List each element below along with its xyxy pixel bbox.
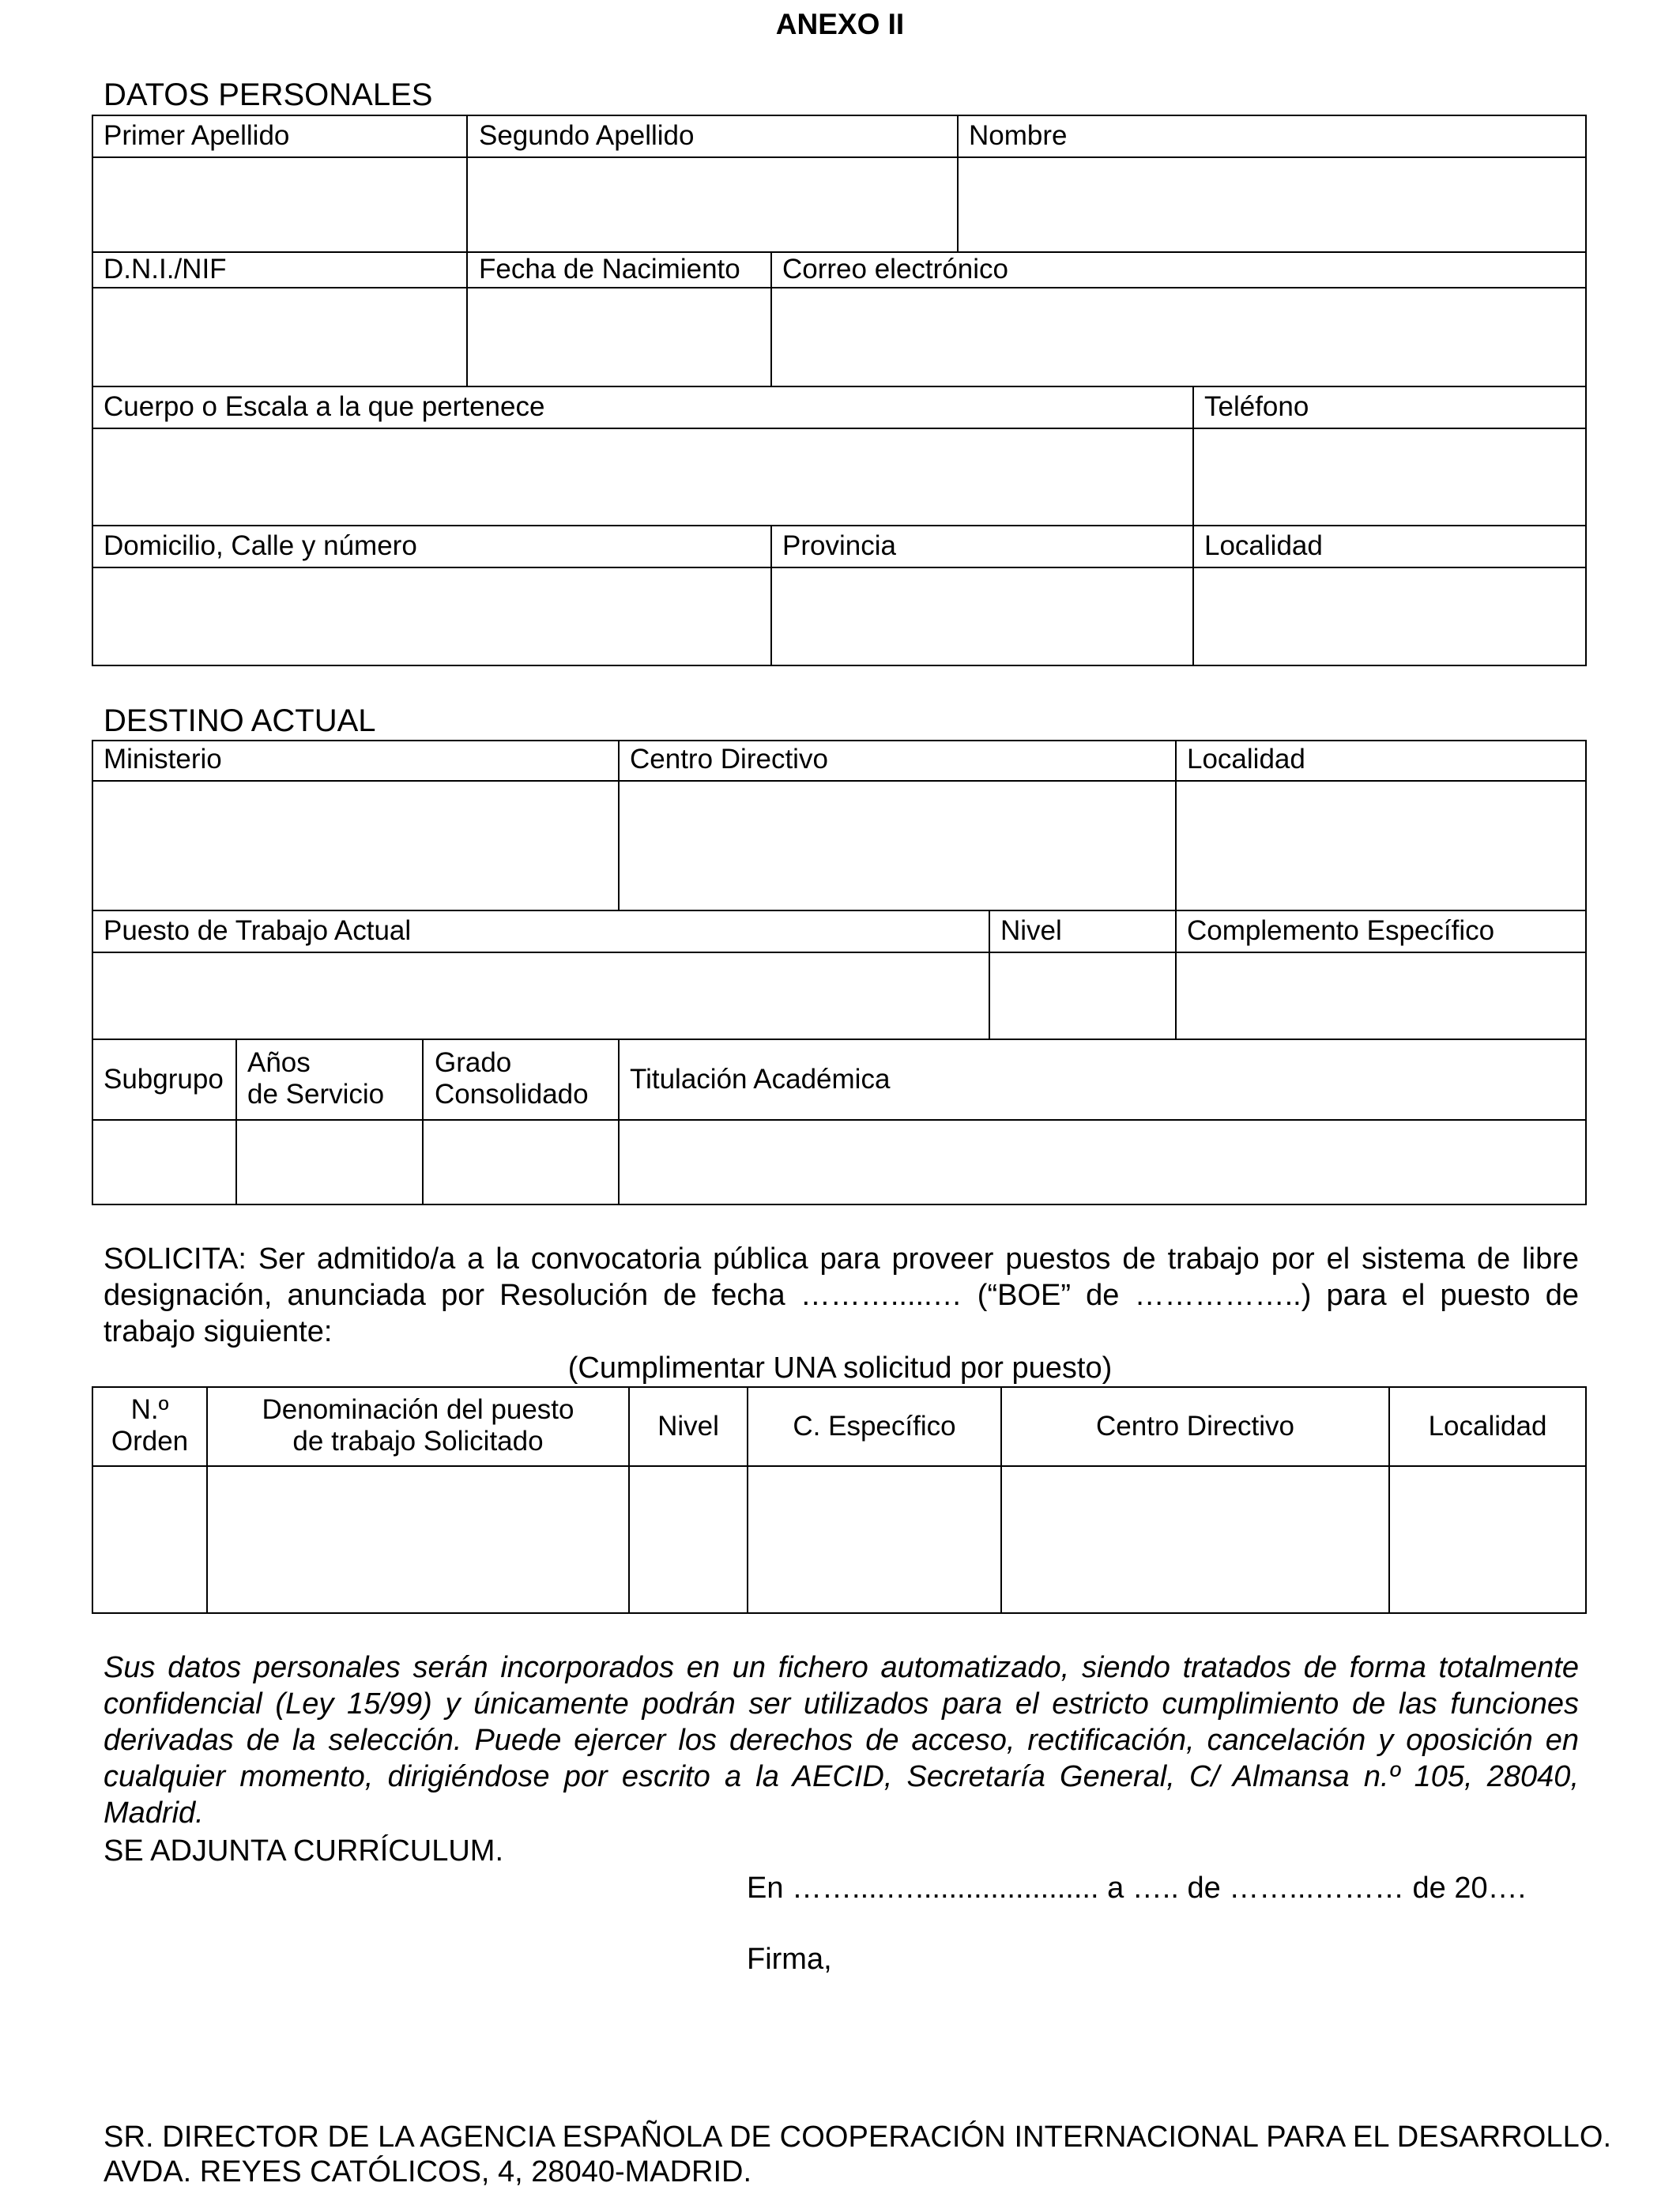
- nombre-field[interactable]: [959, 158, 1585, 251]
- localidad-cell[interactable]: [1390, 1467, 1585, 1612]
- correo-field[interactable]: [772, 288, 1585, 386]
- adjunta-curriculum: SE ADJUNTA CURRÍCULUM.: [104, 1834, 504, 1868]
- label-nombre: Nombre: [969, 120, 1068, 151]
- grado-consolidado-field[interactable]: [424, 1121, 618, 1204]
- label-ministerio: Ministerio: [104, 744, 222, 775]
- label-provincia: Provincia: [782, 530, 896, 561]
- document-title: ANEXO II: [775, 8, 905, 40]
- dni-field[interactable]: [93, 288, 466, 386]
- puesto-actual-field[interactable]: [93, 953, 989, 1039]
- footer-line-2: AVDA. REYES CATÓLICOS, 4, 28040-MADRID.: [104, 2155, 752, 2188]
- label-grado-consolidado: Grado Consolidado: [435, 1047, 589, 1110]
- label-titulacion: Titulación Académica: [630, 1064, 891, 1095]
- label-fecha-nacimiento: Fecha de Nacimiento: [479, 254, 740, 285]
- label-anos-servicio: Años de Servicio: [247, 1047, 385, 1110]
- label-complemento: Complemento Específico: [1187, 915, 1495, 946]
- col-header-localidad: Localidad: [1428, 1411, 1547, 1442]
- cuerpo-field[interactable]: [93, 429, 1192, 525]
- footer-line-1: SR. DIRECTOR DE LA AGENCIA ESPAÑOLA DE COOPERACIÓN INTERNACIONAL PARA EL DESARROLLO.: [104, 2120, 1612, 2154]
- segundo-apellido-field[interactable]: [468, 158, 957, 251]
- centro-directivo-field[interactable]: [620, 782, 1175, 910]
- denominacion-cell[interactable]: [208, 1467, 628, 1612]
- fecha-nacimiento-field[interactable]: [468, 288, 770, 386]
- privacy-notice: Sus datos personales serán incorporados en un fichero automatizado, siendo tratados de forma totalmente confidencial (Ley 15/99) y únicamente podrán ser utilizados para el estricto cumplimiento de las funciones derivadas de la selección. Puede ejercer los derechos de acceso, rectificación, cancelación y oposición en cualquier momento, dirigiéndose por escrito a la AECID, Secretaría General, C/ Almansa n.º 105, 28040, Madrid.: [104, 1651, 1579, 1830]
- label-segundo-apellido: Segundo Apellido: [479, 120, 695, 151]
- especifico-cell[interactable]: [748, 1467, 1000, 1612]
- anos-servicio-field[interactable]: [237, 1121, 422, 1204]
- label-telefono: Teléfono: [1204, 391, 1309, 422]
- nivel-field[interactable]: [990, 953, 1175, 1039]
- label-localidad-destino: Localidad: [1187, 744, 1305, 775]
- centro-cell[interactable]: [1002, 1467, 1388, 1612]
- subgrupo-field[interactable]: [93, 1121, 235, 1204]
- label-correo: Correo electrónico: [782, 254, 1008, 285]
- localidad-field[interactable]: [1194, 568, 1585, 665]
- col-header-orden: N.º Orden: [111, 1394, 189, 1457]
- label-localidad: Localidad: [1204, 530, 1323, 561]
- col-header-centro: Centro Directivo: [1096, 1411, 1294, 1442]
- nivel-cell[interactable]: [630, 1467, 747, 1612]
- footer-recipient: [104, 2120, 1612, 2189]
- primer-apellido-field[interactable]: [93, 158, 466, 251]
- solicitud-note: (Cumplimentar UNA solicitud por puesto): [567, 1351, 1113, 1385]
- ministerio-field[interactable]: [93, 782, 618, 910]
- label-nivel: Nivel: [1000, 915, 1062, 946]
- label-primer-apellido: Primer Apellido: [104, 120, 290, 151]
- col-header-denominacion: Denominación del puesto de trabajo Solicitado: [262, 1394, 574, 1457]
- section-title-personal: DATOS PERSONALES: [104, 77, 433, 112]
- label-puesto-actual: Puesto de Trabajo Actual: [104, 915, 412, 946]
- solicita-paragraph: SOLICITA: Ser admitido/a a la convocatoria pública para proveer puestos de trabajo por el sistema de libre designación, anunciada por Resolución de fecha ……….....… (“BOE” de ……………..) para el puesto de trabajo siguiente:: [104, 1242, 1579, 1348]
- col-header-especifico: C. Específico: [793, 1411, 956, 1442]
- complemento-field[interactable]: [1177, 953, 1585, 1039]
- domicilio-field[interactable]: [93, 568, 770, 665]
- label-centro-directivo: Centro Directivo: [630, 744, 828, 775]
- titulacion-field[interactable]: [620, 1121, 1585, 1204]
- date-line: En ……....…...................... a ….. de ……...……… de 20….: [747, 1872, 1527, 1905]
- telefono-field[interactable]: [1194, 429, 1585, 525]
- col-header-nivel: Nivel: [657, 1411, 719, 1442]
- label-dni: D.N.I./NIF: [104, 254, 227, 285]
- signature-label: Firma,: [747, 1943, 832, 1976]
- orden-cell[interactable]: [93, 1467, 206, 1612]
- label-cuerpo: Cuerpo o Escala a la que pertenece: [104, 391, 545, 422]
- section-title-destino: DESTINO ACTUAL: [104, 703, 376, 738]
- localidad-destino-field[interactable]: [1177, 782, 1585, 910]
- label-subgrupo: Subgrupo: [104, 1064, 224, 1095]
- label-domicilio: Domicilio, Calle y número: [104, 530, 417, 561]
- provincia-field[interactable]: [772, 568, 1192, 665]
